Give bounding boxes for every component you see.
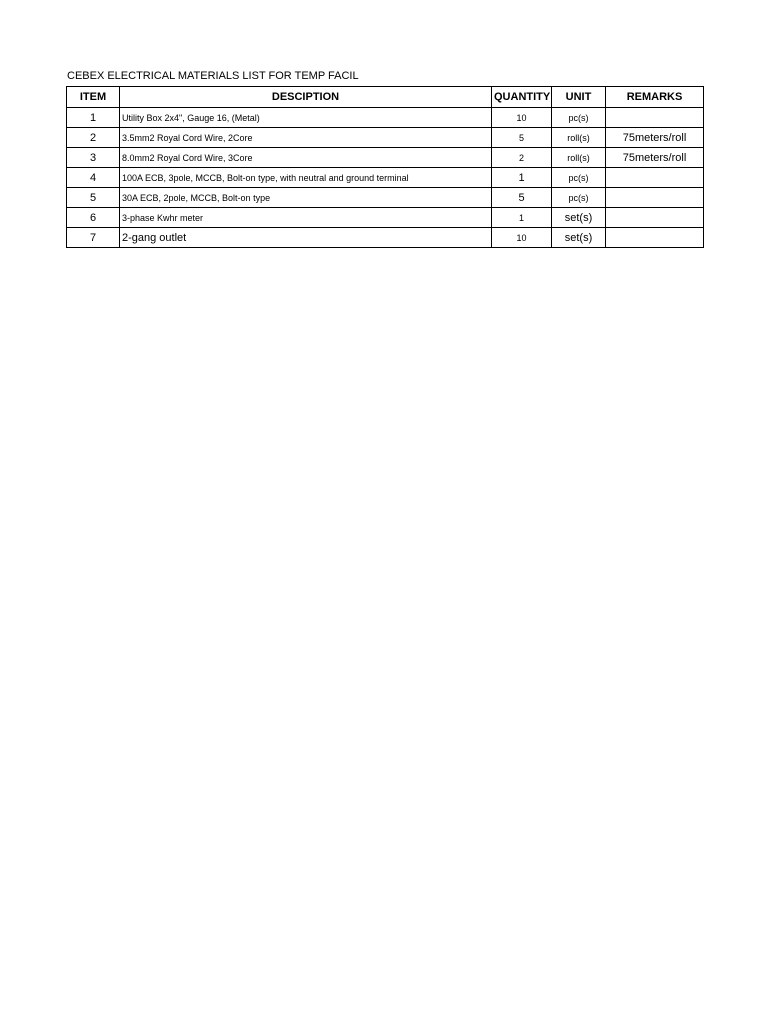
table-row (67, 208, 704, 228)
remarks-cell (606, 188, 704, 208)
quantity-cell: 2 (492, 148, 552, 168)
description-cell: 2-gang outlet (120, 228, 492, 248)
table-row (67, 228, 704, 248)
column-header-unit: UNIT (552, 87, 606, 108)
remarks-cell (606, 168, 704, 188)
column-header-remarks: REMARKS (606, 87, 704, 108)
item-number-cell: 7 (67, 228, 120, 248)
quantity-cell: 5 (492, 128, 552, 148)
quantity-cell: 5 (492, 188, 552, 208)
description-cell: 8.0mm2 Royal Cord Wire, 3Core (120, 148, 492, 168)
unit-cell: roll(s) (552, 148, 606, 168)
description-cell: 30A ECB, 2pole, MCCB, Bolt-on type (120, 188, 492, 208)
quantity-cell: 10 (492, 228, 552, 248)
description-cell: Utility Box 2x4", Gauge 16, (Metal) (120, 108, 492, 128)
quantity-cell: 1 (492, 208, 552, 228)
unit-cell: pc(s) (552, 168, 606, 188)
remarks-cell (606, 108, 704, 128)
item-number-cell: 3 (67, 148, 120, 168)
document-title: CEBEX ELECTRICAL MATERIALS LIST FOR TEMP FACIL (67, 70, 359, 82)
item-number-cell: 2 (67, 128, 120, 148)
column-header-description: DESCIPTION (120, 87, 492, 108)
item-number-cell: 5 (67, 188, 120, 208)
unit-cell: pc(s) (552, 108, 606, 128)
table-row (67, 128, 704, 148)
column-header-quantity: QUANTITY (492, 87, 552, 108)
remarks-cell: 75meters/roll (606, 128, 704, 148)
table-row (67, 188, 704, 208)
description-cell: 3.5mm2 Royal Cord Wire, 2Core (120, 128, 492, 148)
table-row (67, 148, 704, 168)
table-row (67, 168, 704, 188)
materials-table (66, 86, 704, 248)
item-number-cell: 6 (67, 208, 120, 228)
description-cell: 100A ECB, 3pole, MCCB, Bolt-on type, with neutral and ground terminal (120, 168, 492, 188)
description-cell: 3-phase Kwhr meter (120, 208, 492, 228)
column-header-item: ITEM (67, 87, 120, 108)
unit-cell: pc(s) (552, 188, 606, 208)
table-header-row (67, 87, 704, 108)
item-number-cell: 4 (67, 168, 120, 188)
remarks-cell (606, 208, 704, 228)
table-row (67, 108, 704, 128)
remarks-cell: 75meters/roll (606, 148, 704, 168)
quantity-cell: 1 (492, 168, 552, 188)
item-number-cell: 1 (67, 108, 120, 128)
unit-cell: roll(s) (552, 128, 606, 148)
unit-cell: set(s) (552, 228, 606, 248)
remarks-cell (606, 228, 704, 248)
quantity-cell: 10 (492, 108, 552, 128)
unit-cell: set(s) (552, 208, 606, 228)
